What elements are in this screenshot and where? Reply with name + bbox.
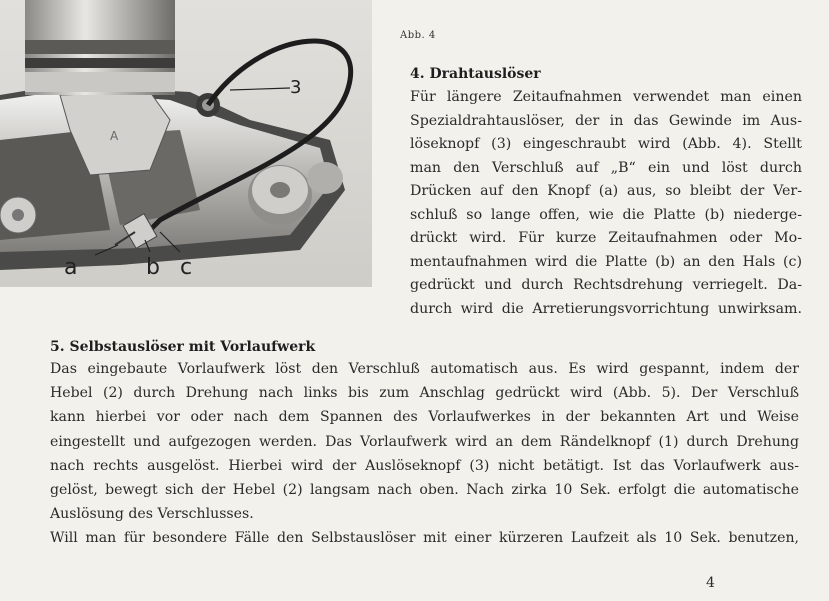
- figure-caption: Abb. 4: [400, 30, 436, 41]
- section-drahtausloeser: [410, 66, 802, 321]
- text-line: schluß so lange offen, wie die Platte (b) niederge-: [410, 206, 802, 223]
- label-c: c: [180, 255, 193, 280]
- svg-text:A: A: [110, 129, 119, 143]
- page-number: 4: [706, 575, 715, 591]
- text-line: drückt wird. Für kurze Zeitaufnahmen oder Mo-: [410, 230, 802, 246]
- label-b: b: [146, 255, 160, 280]
- section-heading: 4. Drahtauslöser: [410, 66, 541, 82]
- text-line: Für längere Zeitaufnahmen verwendet man einen: [410, 89, 802, 105]
- text-line: man den Verschluß auf „B“ ein und löst durch: [410, 159, 802, 176]
- text-line: Das eingebaute Vorlaufwerk löst den Verschluß automatisch aus. Es wird gespannt, indem der: [50, 361, 799, 377]
- section-heading: 5. Selbstauslöser mit Vorlaufwerk: [50, 339, 316, 355]
- label-3: 3: [290, 77, 302, 98]
- section-body: [50, 357, 799, 551]
- text-line: Drücken auf den Knopf (a) aus, so bleibt der Ver-: [410, 183, 802, 199]
- label-a: a: [64, 255, 78, 280]
- text-line: Hebel (2) durch Drehung nach links bis zum Anschlag gedrückt wird (Abb. 5). Der Verschluß: [50, 385, 799, 402]
- text-line: durch wird die Arretierungsvorrichtung unwirksam.: [410, 300, 802, 317]
- text-line: gelöst, bewegt sich der Hebel (2) langsam nach oben. Nach zirka 10 Sek. erfolgt die automatische: [50, 482, 799, 499]
- text-line: nach rechts ausgelöst. Hierbei wird der Auslöseknopf (3) nicht betätigt. Ist das Vorlaufwerk aus-: [50, 457, 799, 474]
- camera-illustration: [0, 0, 372, 287]
- section-body: [410, 86, 802, 321]
- text-line: kann hierbei vor oder nach dem Spannen des Vorlaufwerkes in der bekannten Art und Weise: [50, 409, 799, 426]
- text-line: Will man für besondere Fälle den Selbstauslöser mit einer kürzeren Laufzeit als 10 Sek. benutzen,: [50, 530, 799, 547]
- section-selbstausloeser: [50, 339, 799, 551]
- camera-photo: [0, 0, 372, 287]
- text-line: gedrückt und durch Rechtsdrehung verriegelt. Da-: [410, 277, 802, 293]
- text-line: Spezialdrahtauslöser, der in das Gewinde im Aus-: [410, 112, 802, 129]
- text-line: Auslösung des Verschlusses.: [50, 506, 254, 523]
- text-line: mentaufnahmen wird die Platte (b) an den Hals (c): [410, 253, 802, 270]
- text-line: löseknopf (3) eingeschraubt wird (Abb. 4). Stellt: [410, 136, 802, 152]
- text-line: eingestellt und aufgezogen werden. Das Vorlaufwerk wird an dem Rändelknopf (1) durch Drehung: [50, 433, 799, 450]
